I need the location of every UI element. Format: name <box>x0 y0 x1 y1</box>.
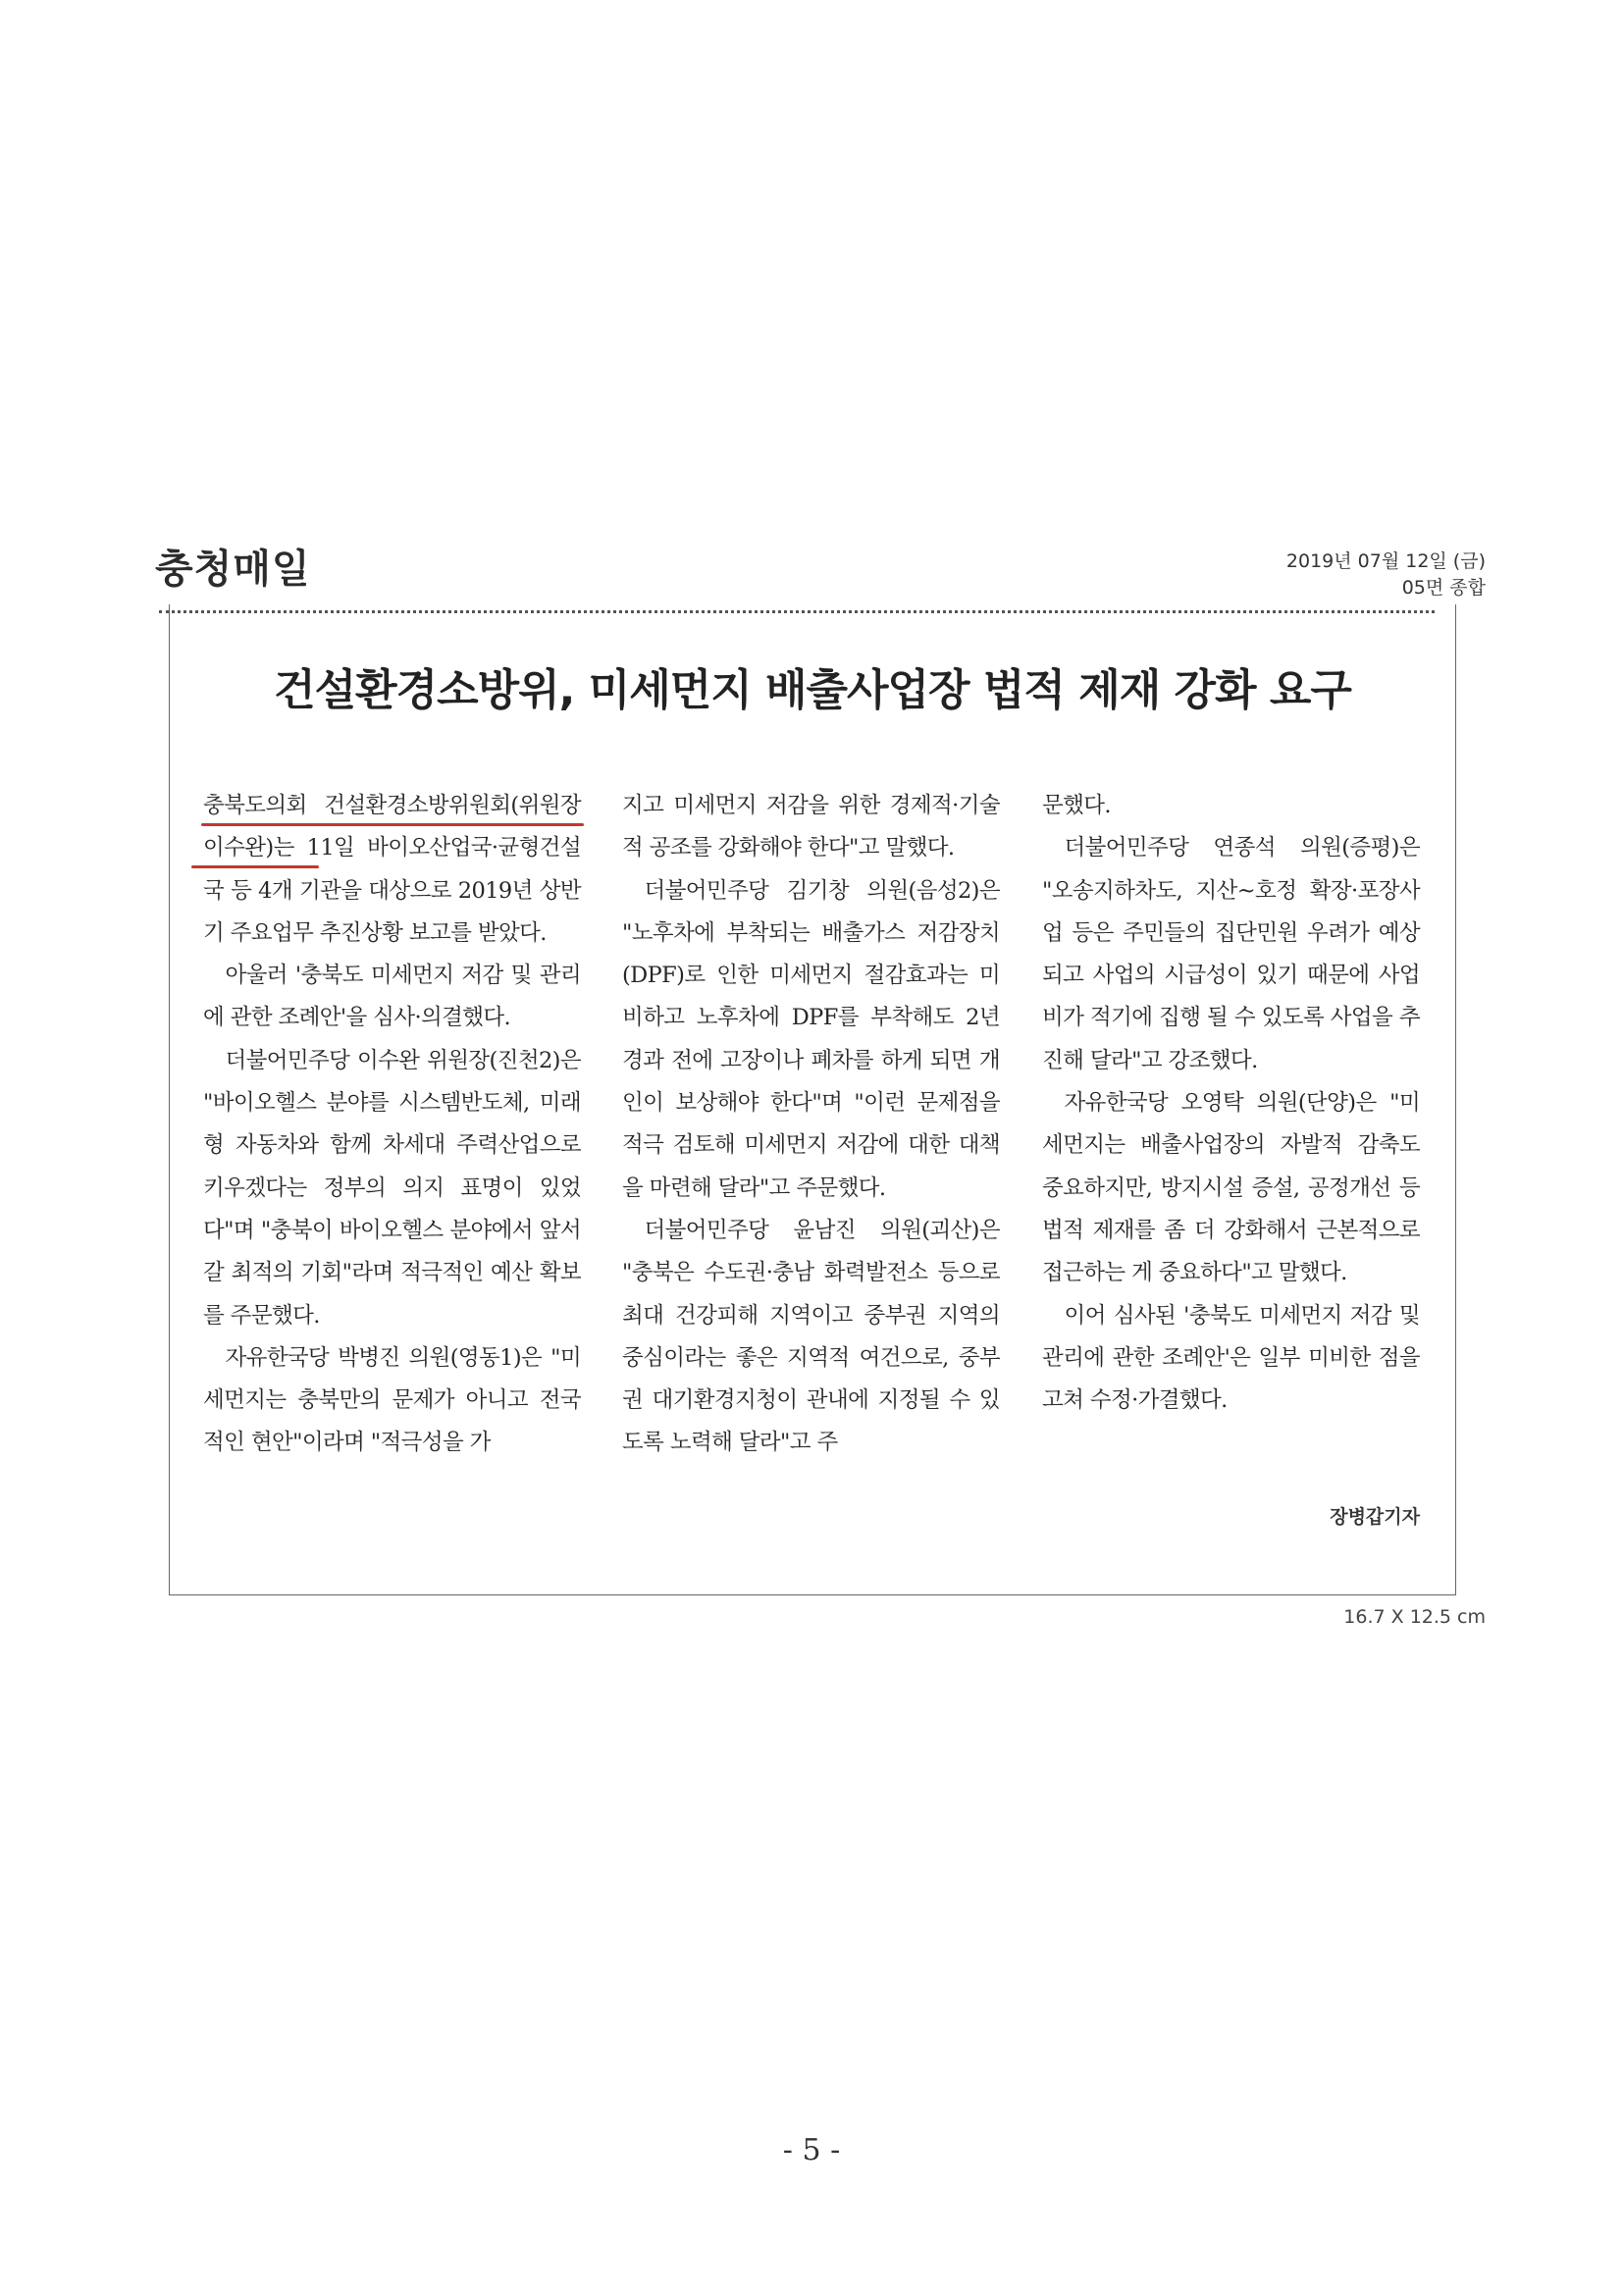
column-2-paragraph: 지고 미세먼지 저감을 위한 경제적·기술적 공조를 강화해야 한다"고 말했다. <box>622 793 1000 861</box>
pen-underline-mark <box>201 823 584 826</box>
pen-underline-mark <box>191 865 319 868</box>
column-1-paragraph: 아울러 '충북도 미세먼지 저감 및 관리에 관한 조례안'을 심사·의결했다. <box>203 963 581 1031</box>
publication-date: 2019년 07월 12일 (금) <box>1285 550 1486 572</box>
column-1-paragraph: 더불어민주당 이수완 위원장(진천2)은 "바이오헬스 분야를 시스템반도체, 미래형 자동차와 함께 차세대 주력산업으로 키우겠다는 정부의 의지 표명이 있었다"며 "충북이 바이오헬스 분야에서 앞서갈 최적의 기회"라며 적극적인 예산 확보를 주문했다. <box>203 1047 581 1329</box>
clipping-size-note: 16.7 X 12.5 cm <box>1343 1606 1486 1628</box>
column-3-paragraph: 자유한국당 오영탁 의원(단양)은 "미세먼지는 배출사업장의 자발적 감축도 중요하지만, 방지시설 증설, 공정개선 등 법적 제재를 좀 더 강화해서 근본적으로 접근하는 게 중요하다"고 말했다. <box>1042 1090 1420 1286</box>
column-3-paragraph: 문했다. <box>1042 793 1111 818</box>
column-3-paragraph: 더불어민주당 연종석 의원(증평)은 "오송지하차도, 지산~호정 확장·포장사업 등은 주민들의 집단민원 우려가 예상되고 사업의 시급성이 있기 때문에 사업비가 적기에 집행 될 수 있도록 사업을 추진해 달라"고 강조했다. <box>1042 835 1420 1073</box>
page-section: 05면 종합 <box>1401 577 1486 599</box>
article-headline: 건설환경소방위, 미세먼지 배출사업장 법적 제재 강화 요구 <box>274 665 1351 715</box>
article-column-3 <box>1042 785 1420 1422</box>
newspaper-logo: 충청매일 <box>155 547 311 592</box>
column-1-paragraph: 충북도의회 건설환경소방위원회(위원장 이수완)는 11일 바이오산업국·균형건설국 등 4개 기관을 대상으로 2019년 상반기 주요업무 추진상황 보고를 받았다. <box>203 793 581 946</box>
column-2-paragraph: 더불어민주당 윤남진 의원(괴산)은 "충북은 수도권·충남 화력발전소 등으로 최대 건강피해 지역이고 중부권 지역의 중심이라는 좋은 지역적 여건으로, 중부권 대기환경지청이 관내에 지정될 수 있도록 노력해 달라"고 주 <box>622 1217 1000 1456</box>
column-1-paragraph: 자유한국당 박병진 의원(영동1)은 "미세먼지는 충북만의 문제가 아니고 전국적인 현안"이라며 "적극성을 가 <box>203 1344 581 1456</box>
article-column-1 <box>203 785 581 1465</box>
column-3-paragraph: 이어 심사된 '충북도 미세먼지 저감 및 관리에 관한 조례안'은 일부 미비한 점을 고쳐 수정·가결했다. <box>1042 1302 1420 1414</box>
page-number: - 5 - <box>782 2133 841 2167</box>
article-column-2 <box>622 785 1000 1465</box>
column-2-paragraph: 더불어민주당 김기창 의원(음성2)은 "노후차에 부착되는 배출가스 저감장치(DPF)로 인한 미세먼지 절감효과는 미비하고 노후차에 DPF를 부착해도 2년 경과 전에 고장이나 폐차를 하게 되면 개인이 보상해야 한다"며 "이런 문제점을 적극 검토해 미세먼지 저감에 대한 대책을 마련해 달라"고 주문했다. <box>622 877 1000 1201</box>
reporter-byline: 장병갑기자 <box>1330 1506 1420 1528</box>
